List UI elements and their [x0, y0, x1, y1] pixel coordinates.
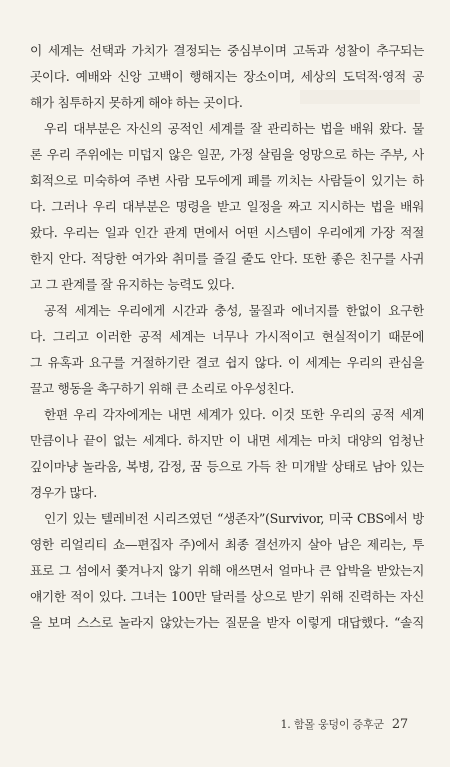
page-number: 27: [391, 717, 408, 732]
text-line: 곳이다. 예배와 신앙 고백이 행해지는 장소이며, 세상의 도덕적·영적 공: [30, 69, 424, 84]
text-line: 다. 그리고 이러한 공적 세계는 너무나 가시적이고 현실적이기 때문에: [30, 329, 424, 344]
text-line: 한지 안다. 적당한 여가와 취미를 즐길 줄도 안다. 또한 좋은 친구를 사귀: [30, 251, 424, 266]
text-line: 만큼이나 끝이 없는 세계다. 하지만 이 내면 세계는 마치 대양의 엄청난: [30, 433, 424, 448]
text-line: 인기 있는 텔레비전 시리즈였던 “생존자”(Survivor, 미국 CBS에서 방: [44, 511, 424, 526]
text-line: 을 보며 스스로 놀라지 않았는가는 질문을 받자 이렇게 대답했다. “솔직: [30, 615, 424, 630]
text-line: 다. 그러나 우리 대부분은 명령을 받고 일정을 짜고 지시하는 법을 배워: [30, 199, 424, 214]
running-footer: [280, 716, 408, 732]
text-line: 얘기한 적이 있다. 그녀는 100만 달러를 상으로 받기 위해 진력하는 자신: [30, 589, 424, 604]
text-line: 해가 침투하지 못하게 해야 하는 곳이다.: [30, 95, 243, 110]
chapter-title: 1. 함몰 웅덩이 증후군: [280, 718, 384, 731]
text-line: 이 세계는 선택과 가치가 결정되는 중심부이며 고독과 성찰이 추구되는: [30, 43, 424, 58]
text-line: 표로 그 섬에서 쫓겨나지 않기 위해 애쓰면서 얼마나 큰 압박을 받았는지: [30, 563, 424, 578]
text-line: 우리 대부분은 자신의 공적인 세계를 잘 관리하는 법을 배워 왔다. 물: [44, 121, 424, 136]
text-line: 한편 우리 각자에게는 내면 세계가 있다. 이것 또한 우리의 공적 세계: [44, 407, 424, 422]
text-line: 고 그 관계를 잘 유지하는 능력도 있다.: [30, 277, 235, 292]
text-line: 깊이마냥 놀라움, 복병, 감정, 꿈 등으로 가득 찬 미개발 상태로 남아 있는: [30, 459, 424, 474]
text-line: 론 우리 주위에는 미덥지 않은 일꾼, 가정 살림을 엉망으로 하는 주부, 사: [30, 147, 424, 162]
text-line: 회적으로 미숙하여 주변 사람 모두에게 폐를 끼치는 사람들이 있기는 하: [30, 173, 424, 188]
body-text: [30, 38, 424, 636]
text-line: 영한 리얼리티 쇼—편집자 주)에서 최종 결선까지 살아 남은 제리는, 투: [30, 537, 424, 552]
text-line: 끌고 행동을 촉구하기 위해 큰 소리로 아우성친다.: [30, 381, 294, 396]
text-line: 왔다. 우리는 일과 인간 관계 면에서 어떤 시스템이 우리에게 가장 적절: [30, 225, 424, 240]
text-line: 경우가 많다.: [30, 485, 97, 500]
text-line: 그 유혹과 요구를 거절하기란 결코 쉽지 않다. 이 세계는 우리의 관심을: [30, 355, 424, 370]
text-line: 공적 세계는 우리에게 시간과 충성, 물질과 에너지를 한없이 요구한: [44, 303, 424, 318]
